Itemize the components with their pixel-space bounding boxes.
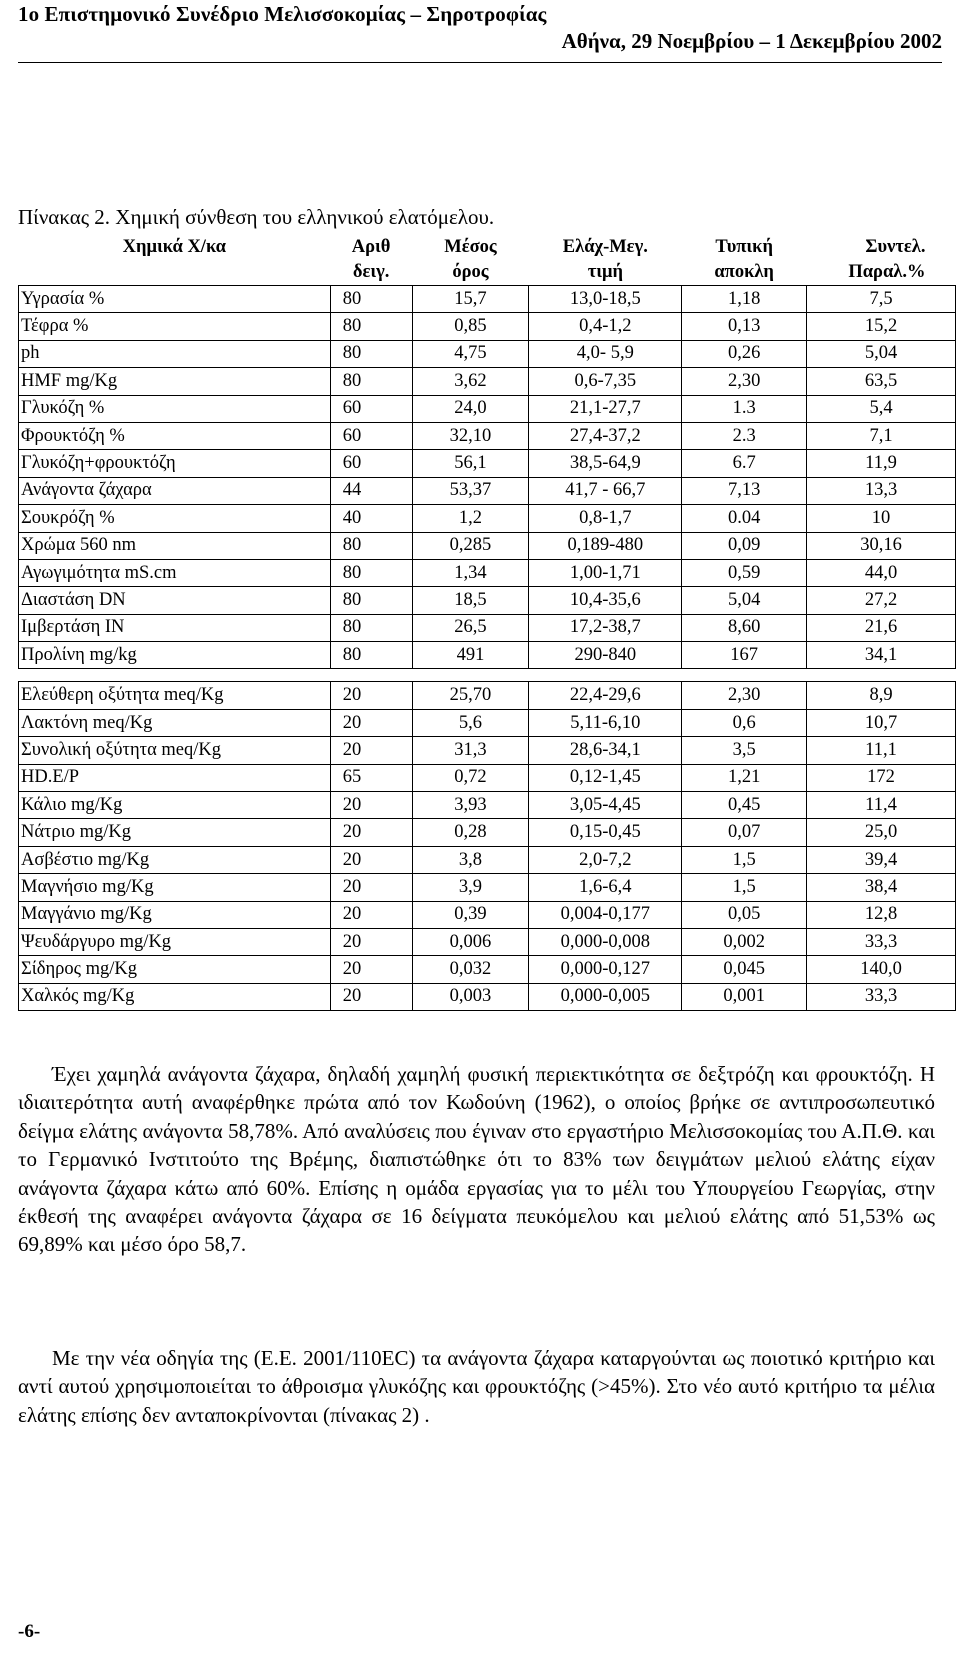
cell-chemical: HMF mg/Kg — [19, 368, 331, 395]
cell-min-max: 1,00-1,71 — [529, 559, 682, 586]
cell-chemical: Σίδηρος mg/Kg — [19, 956, 331, 983]
cell-chemical: Ανάγοντα ζάχαρα — [19, 477, 331, 504]
cell-min-max: 0,000-0,127 — [529, 956, 682, 983]
cell-min-max: 0,004-0,177 — [529, 901, 682, 928]
table-row — [19, 956, 956, 983]
cell-samples: 80 — [330, 614, 412, 641]
cell-min-max: 38,5-64,9 — [529, 450, 682, 477]
table-row — [19, 874, 956, 901]
cell-min-max: 17,2-38,7 — [529, 614, 682, 641]
cell-samples: 80 — [330, 532, 412, 559]
cell-std-dev: 1,5 — [682, 846, 807, 873]
cell-chemical: Κάλιο mg/Kg — [19, 792, 331, 819]
body-paragraph-2: Με την νέα οδηγία της (Ε.Ε. 2001/110EC) τα ανάγοντα ζάχαρα καταργούνται ως ποιοτικό κριτήριο και αντί αυτού χρησιμοποιείται το άθροισμα γλυκόζης και φρουκτόζης (>45%). Στο νέο αυτό κριτήριο τα μέλια ελάτης επίσης δεν ανταποκρίνονται (πίνακας 2) . — [18, 1346, 935, 1427]
cell-coef-var: 21,6 — [807, 614, 956, 641]
cell-std-dev: 1,18 — [682, 286, 807, 313]
cell-mean: 3,8 — [412, 846, 529, 873]
cell-samples: 20 — [330, 983, 412, 1010]
cell-samples: 20 — [330, 956, 412, 983]
cell-mean: 0,285 — [412, 532, 529, 559]
cell-mean: 0,72 — [412, 764, 529, 791]
cell-coef-var: 12,8 — [807, 901, 956, 928]
cell-samples: 44 — [330, 477, 412, 504]
cell-mean: 53,37 — [412, 477, 529, 504]
table-row — [19, 682, 956, 709]
cell-min-max: 0,000-0,008 — [529, 928, 682, 955]
cell-mean: 32,10 — [412, 422, 529, 449]
cell-samples: 20 — [330, 901, 412, 928]
table-row — [19, 819, 956, 846]
cell-mean: 31,3 — [412, 737, 529, 764]
cell-chemical: Αγωγιμότητα mS.cm — [19, 559, 331, 586]
cell-min-max: 0,8-1,7 — [529, 505, 682, 532]
cell-std-dev: 0,6 — [682, 709, 807, 736]
cell-samples: 20 — [330, 928, 412, 955]
table-row — [19, 587, 956, 614]
table-row — [19, 709, 956, 736]
cell-std-dev: 0,13 — [682, 313, 807, 340]
cell-coef-var: 11,1 — [807, 737, 956, 764]
cell-coef-var: 25,0 — [807, 819, 956, 846]
table-row — [19, 901, 956, 928]
cell-min-max: 13,0-18,5 — [529, 286, 682, 313]
table-row — [19, 340, 956, 367]
table-group-separator — [19, 669, 956, 682]
cell-min-max: 27,4-37,2 — [529, 422, 682, 449]
cell-mean: 15,7 — [412, 286, 529, 313]
cell-samples: 80 — [330, 368, 412, 395]
cell-mean: 0,003 — [412, 983, 529, 1010]
cell-min-max: 41,7 - 66,7 — [529, 477, 682, 504]
cell-samples: 20 — [330, 819, 412, 846]
cell-min-max: 0,000-0,005 — [529, 983, 682, 1010]
cell-mean: 0,006 — [412, 928, 529, 955]
cell-chemical: Ψευδάργυρο mg/Kg — [19, 928, 331, 955]
cell-min-max: 0,4-1,2 — [529, 313, 682, 340]
cell-min-max: 1,6-6,4 — [529, 874, 682, 901]
cell-std-dev: 0,26 — [682, 340, 807, 367]
cell-mean: 1,2 — [412, 505, 529, 532]
cell-samples: 60 — [330, 395, 412, 422]
cell-coef-var: 15,2 — [807, 313, 956, 340]
cell-samples: 65 — [330, 764, 412, 791]
table-caption: Πίνακας 2. Χημική σύνθεση του ελληνικού ελατόμελου. — [18, 205, 495, 229]
cell-std-dev: 1.3 — [682, 395, 807, 422]
table-row — [19, 983, 956, 1010]
cell-chemical: Μαγνήσιο mg/Kg — [19, 874, 331, 901]
cell-std-dev: 0,59 — [682, 559, 807, 586]
table-row — [19, 764, 956, 791]
cell-min-max: 3,05-4,45 — [529, 792, 682, 819]
col-header-mean: Μέσος όρος — [444, 237, 497, 282]
cell-coef-var: 7,5 — [807, 286, 956, 313]
cell-std-dev: 8,60 — [682, 614, 807, 641]
cell-samples: 80 — [330, 313, 412, 340]
cell-coef-var: 7,1 — [807, 422, 956, 449]
cell-mean: 0,85 — [412, 313, 529, 340]
page-number: -6- — [18, 1621, 41, 1642]
table-row — [19, 737, 956, 764]
cell-min-max: 5,11-6,10 — [529, 709, 682, 736]
cell-chemical: Τέφρα % — [19, 313, 331, 340]
cell-mean: 25,70 — [412, 682, 529, 709]
table-row — [19, 477, 956, 504]
cell-samples: 80 — [330, 340, 412, 367]
cell-chemical: Συνολική οξύτητα meq/Kg — [19, 737, 331, 764]
cell-mean: 5,6 — [412, 709, 529, 736]
cell-coef-var: 34,1 — [807, 642, 956, 669]
table-row — [19, 422, 956, 449]
cell-chemical: Φρουκτόζη % — [19, 422, 331, 449]
cell-std-dev: 0,045 — [682, 956, 807, 983]
cell-samples: 60 — [330, 450, 412, 477]
cell-mean: 0,39 — [412, 901, 529, 928]
table-body — [19, 286, 956, 1011]
cell-chemical: Διαστάση DN — [19, 587, 331, 614]
cell-mean: 3,62 — [412, 368, 529, 395]
cell-mean: 4,75 — [412, 340, 529, 367]
cell-std-dev: 0,45 — [682, 792, 807, 819]
cell-coef-var: 11,9 — [807, 450, 956, 477]
cell-coef-var: 30,16 — [807, 532, 956, 559]
cell-coef-var: 27,2 — [807, 587, 956, 614]
cell-coef-var: 11,4 — [807, 792, 956, 819]
cell-chemical: Χαλκός mg/Kg — [19, 983, 331, 1010]
table-row — [19, 313, 956, 340]
chemical-composition-table — [18, 235, 956, 1011]
table-row — [19, 928, 956, 955]
cell-min-max: 0,6-7,35 — [529, 368, 682, 395]
cell-coef-var: 5,04 — [807, 340, 956, 367]
cell-coef-var: 39,4 — [807, 846, 956, 873]
cell-min-max: 21,1-27,7 — [529, 395, 682, 422]
cell-mean: 491 — [412, 642, 529, 669]
cell-samples: 20 — [330, 792, 412, 819]
cell-std-dev: 167 — [682, 642, 807, 669]
cell-coef-var: 63,5 — [807, 368, 956, 395]
cell-std-dev: 1,5 — [682, 874, 807, 901]
cell-samples: 80 — [330, 642, 412, 669]
cell-coef-var: 33,3 — [807, 983, 956, 1010]
cell-std-dev: 3,5 — [682, 737, 807, 764]
cell-chemical: ph — [19, 340, 331, 367]
cell-std-dev: 0,002 — [682, 928, 807, 955]
table-row — [19, 792, 956, 819]
cell-coef-var: 13,3 — [807, 477, 956, 504]
cell-chemical: Μαγγάνιο mg/Kg — [19, 901, 331, 928]
cell-coef-var: 10 — [807, 505, 956, 532]
cell-samples: 80 — [330, 559, 412, 586]
cell-min-max: 2,0-7,2 — [529, 846, 682, 873]
cell-chemical: Γλυκόζη % — [19, 395, 331, 422]
cell-mean: 0,28 — [412, 819, 529, 846]
cell-min-max: 28,6-34,1 — [529, 737, 682, 764]
cell-samples: 20 — [330, 846, 412, 873]
page-header — [18, 0, 942, 63]
cell-std-dev: 0,05 — [682, 901, 807, 928]
cell-chemical: Λακτόνη meq/Kg — [19, 709, 331, 736]
cell-coef-var: 8,9 — [807, 682, 956, 709]
cell-chemical: Γλυκόζη+φρουκτόζη — [19, 450, 331, 477]
cell-mean: 1,34 — [412, 559, 529, 586]
cell-mean: 18,5 — [412, 587, 529, 614]
cell-chemical: Ελεύθερη οξύτητα meq/Kg — [19, 682, 331, 709]
cell-std-dev: 2,30 — [682, 368, 807, 395]
cell-std-dev: 0.04 — [682, 505, 807, 532]
col-header-std-dev: Τυπική αποκλη — [714, 237, 774, 282]
cell-chemical: Προλίνη mg/kg — [19, 642, 331, 669]
separator-cell — [19, 669, 956, 682]
cell-min-max: 10,4-35,6 — [529, 587, 682, 614]
table-row — [19, 642, 956, 669]
cell-mean: 56,1 — [412, 450, 529, 477]
table-row — [19, 450, 956, 477]
table-row — [19, 395, 956, 422]
col-header-samples: Αριθ δειγ. — [351, 237, 391, 282]
cell-min-max: 22,4-29,6 — [529, 682, 682, 709]
cell-samples: 60 — [330, 422, 412, 449]
cell-coef-var: 33,3 — [807, 928, 956, 955]
cell-mean: 3,93 — [412, 792, 529, 819]
cell-min-max: 0,189-480 — [529, 532, 682, 559]
cell-std-dev: 7,13 — [682, 477, 807, 504]
cell-samples: 20 — [330, 709, 412, 736]
cell-chemical: HD.E/P — [19, 764, 331, 791]
col-header-min-max: Ελάχ-Μεγ. τιμή — [562, 237, 648, 282]
table-header-row — [19, 235, 956, 286]
col-header-coef-var: Συντελ. Παραλ.% — [848, 237, 926, 282]
cell-samples: 20 — [330, 682, 412, 709]
cell-chemical: Σουκρόζη % — [19, 505, 331, 532]
cell-std-dev: 0,07 — [682, 819, 807, 846]
body-paragraph-1: Έχει χαμηλά ανάγοντα ζάχαρα, δηλαδή χαμηλή φυσική περιεκτικότητα σε δεξτρόζη και φρουκτόζη. Η ιδιαιτερότητα αυτή αναφέρθηκε πρώτα από τον Κωδούνη (1962), ο οποίος βρήκε σε αντιπροσωπευτικό δείγμα ελάτης ανάγοντα 58,78%. Από αναλύσεις που έγιναν στο εργαστήριο Μελισσοκομίας του Α.Π.Θ. και το Γερμανικό Ινστιτούτο της Βρέμης, διαπιστώθηκε ότι το 83% των δειγμάτων μελιού ελάτης είχαν ανάγοντα ζάχαρα κάτω από 60%. Επίσης η ομάδα εργασίας για το μέλι του Υπουργείου Γεωργίας, στην έκθεσή της αναφέρει ανάγοντα ζάχαρα σε 16 δείγματα πευκόμελου και μελιού ελάτης από 51,53% ως 69,89% και μέσο όρο 58,7. — [18, 1062, 935, 1257]
table-row — [19, 559, 956, 586]
cell-chemical: Ασβέστιο mg/Kg — [19, 846, 331, 873]
cell-min-max: 0,12-1,45 — [529, 764, 682, 791]
table-row — [19, 286, 956, 313]
table-row — [19, 846, 956, 873]
cell-chemical: Χρώμα 560 nm — [19, 532, 331, 559]
cell-coef-var: 140,0 — [807, 956, 956, 983]
cell-min-max: 0,15-0,45 — [529, 819, 682, 846]
cell-std-dev: 2,30 — [682, 682, 807, 709]
cell-coef-var: 44,0 — [807, 559, 956, 586]
cell-mean: 24,0 — [412, 395, 529, 422]
cell-std-dev: 5,04 — [682, 587, 807, 614]
cell-coef-var: 10,7 — [807, 709, 956, 736]
cell-std-dev: 1,21 — [682, 764, 807, 791]
cell-chemical: Νάτριο mg/Kg — [19, 819, 331, 846]
cell-chemical: Υγρασία % — [19, 286, 331, 313]
cell-mean: 3,9 — [412, 874, 529, 901]
col-header-chemical: Χημικά Χ/κα — [122, 237, 227, 257]
cell-mean: 26,5 — [412, 614, 529, 641]
cell-chemical: Ιμβερτάση IN — [19, 614, 331, 641]
cell-coef-var: 172 — [807, 764, 956, 791]
cell-std-dev: 0,09 — [682, 532, 807, 559]
cell-min-max: 290-840 — [529, 642, 682, 669]
table-row — [19, 505, 956, 532]
cell-samples: 40 — [330, 505, 412, 532]
cell-min-max: 4,0- 5,9 — [529, 340, 682, 367]
cell-samples: 20 — [330, 874, 412, 901]
cell-std-dev: 2.3 — [682, 422, 807, 449]
cell-std-dev: 0,001 — [682, 983, 807, 1010]
cell-coef-var: 38,4 — [807, 874, 956, 901]
table-row — [19, 532, 956, 559]
conference-dates: Αθήνα, 29 Νοεμβρίου – 1 Δεκεμβρίου 2002 — [561, 29, 942, 53]
cell-mean: 0,032 — [412, 956, 529, 983]
cell-samples: 80 — [330, 587, 412, 614]
cell-samples: 80 — [330, 286, 412, 313]
cell-samples: 20 — [330, 737, 412, 764]
table-row — [19, 614, 956, 641]
cell-std-dev: 6.7 — [682, 450, 807, 477]
cell-coef-var: 5,4 — [807, 395, 956, 422]
conference-title: 1ο Επιστημονικό Συνέδριο Μελισσοκομίας – Σηροτροφίας — [18, 2, 547, 26]
table-row — [19, 368, 956, 395]
